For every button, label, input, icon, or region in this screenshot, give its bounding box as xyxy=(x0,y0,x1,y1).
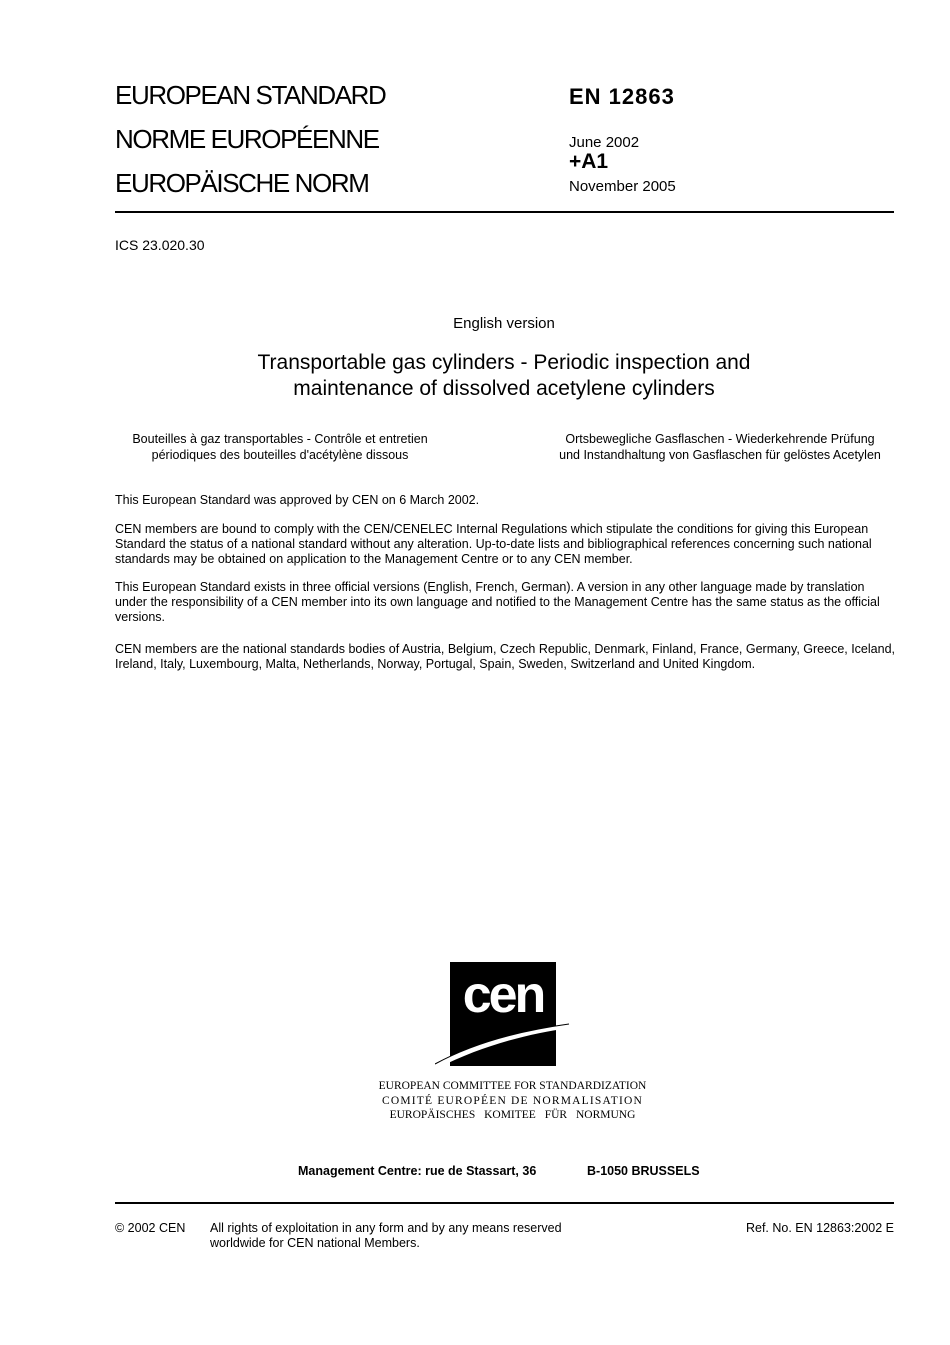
org-name-french: COMITÉ EUROPÉEN DE NORMALISATION xyxy=(381,1095,644,1107)
ics-code: ICS 23.020.30 xyxy=(115,237,205,253)
document-title xyxy=(0,350,950,402)
approval-paragraph: This European Standard was approved by CEN on 6 March 2002. xyxy=(115,493,480,507)
french-title-line2: périodiques des bouteilles d'acétylène dissous xyxy=(151,448,409,462)
german-title-line2: und Instandhaltung von Gasflaschen für gelöstes Acetylen xyxy=(559,448,881,462)
org-name-german: EUROPÄISCHES KOMITEE FÜR NORMUNG xyxy=(389,1109,636,1121)
title-german: EUROPÄISCHE NORM xyxy=(115,168,369,198)
language-version: English version xyxy=(453,315,555,332)
amendment-date: November 2005 xyxy=(569,178,676,195)
cen-logo xyxy=(435,960,575,1075)
versions-paragraph: This European Standard exists in three official versions (English, French, German). A version in any other language made by translation under the responsibility of a CEN member into its own language and notified to the Management Centre has the same status as the official versions. xyxy=(115,580,880,624)
footer-divider xyxy=(115,1202,894,1204)
german-title xyxy=(545,431,895,463)
management-city: B-1050 BRUSSELS xyxy=(587,1164,700,1178)
cen-logo-text: cen xyxy=(462,966,544,1024)
copyright: © 2002 CEN xyxy=(115,1221,186,1235)
rights-line1: All rights of exploitation in any form and by any means reserved xyxy=(210,1221,562,1235)
reference-number: Ref. No. EN 12863:2002 E xyxy=(745,1221,894,1235)
document-title-line2: maintenance of dissolved acetylene cylinders xyxy=(293,377,715,400)
document-title-line1: Transportable gas cylinders - Periodic inspection and xyxy=(257,351,751,374)
title-english: EUROPEAN STANDARD xyxy=(115,80,386,110)
amendment-label: +A1 xyxy=(569,150,609,173)
header-divider xyxy=(115,211,894,213)
title-french: NORME EUROPÉENNE xyxy=(115,124,379,154)
standard-number: EN 12863 xyxy=(569,84,675,109)
german-title-line1: Ortsbewegliche Gasflaschen - Wiederkehrende Prüfung xyxy=(565,432,875,446)
french-title xyxy=(115,431,445,463)
rights-line2: worldwide for CEN national Members. xyxy=(210,1236,420,1250)
publication-date: June 2002 xyxy=(569,134,640,151)
org-name-english: EUROPEAN COMMITTEE FOR STANDARDIZATION xyxy=(378,1080,647,1092)
members-paragraph: CEN members are the national standards bodies of Austria, Belgium, Czech Republic, Denmark, Finland, France, Germany, Greece, Iceland, Ireland, Italy, Luxembourg, Malta, Netherlands, Norway, Portugal, Spain, Sweden, Switzerland and United Kingdom. xyxy=(115,642,895,671)
rights-statement xyxy=(210,1221,562,1251)
french-title-line1: Bouteilles à gaz transportables - Contrôle et entretien xyxy=(132,432,428,446)
regulations-paragraph: CEN members are bound to comply with the CEN/CENELEC Internal Regulations which stipulate the conditions for giving this European Standard the status of a national standard without any alteration. Up-to-date lists and bibliographical references concerning such national standards may be obtained on application to the Management Centre or to any CEN member. xyxy=(115,522,872,566)
cen-logo-icon xyxy=(435,960,575,1070)
management-address: Management Centre: rue de Stassart, 36 xyxy=(298,1164,537,1178)
